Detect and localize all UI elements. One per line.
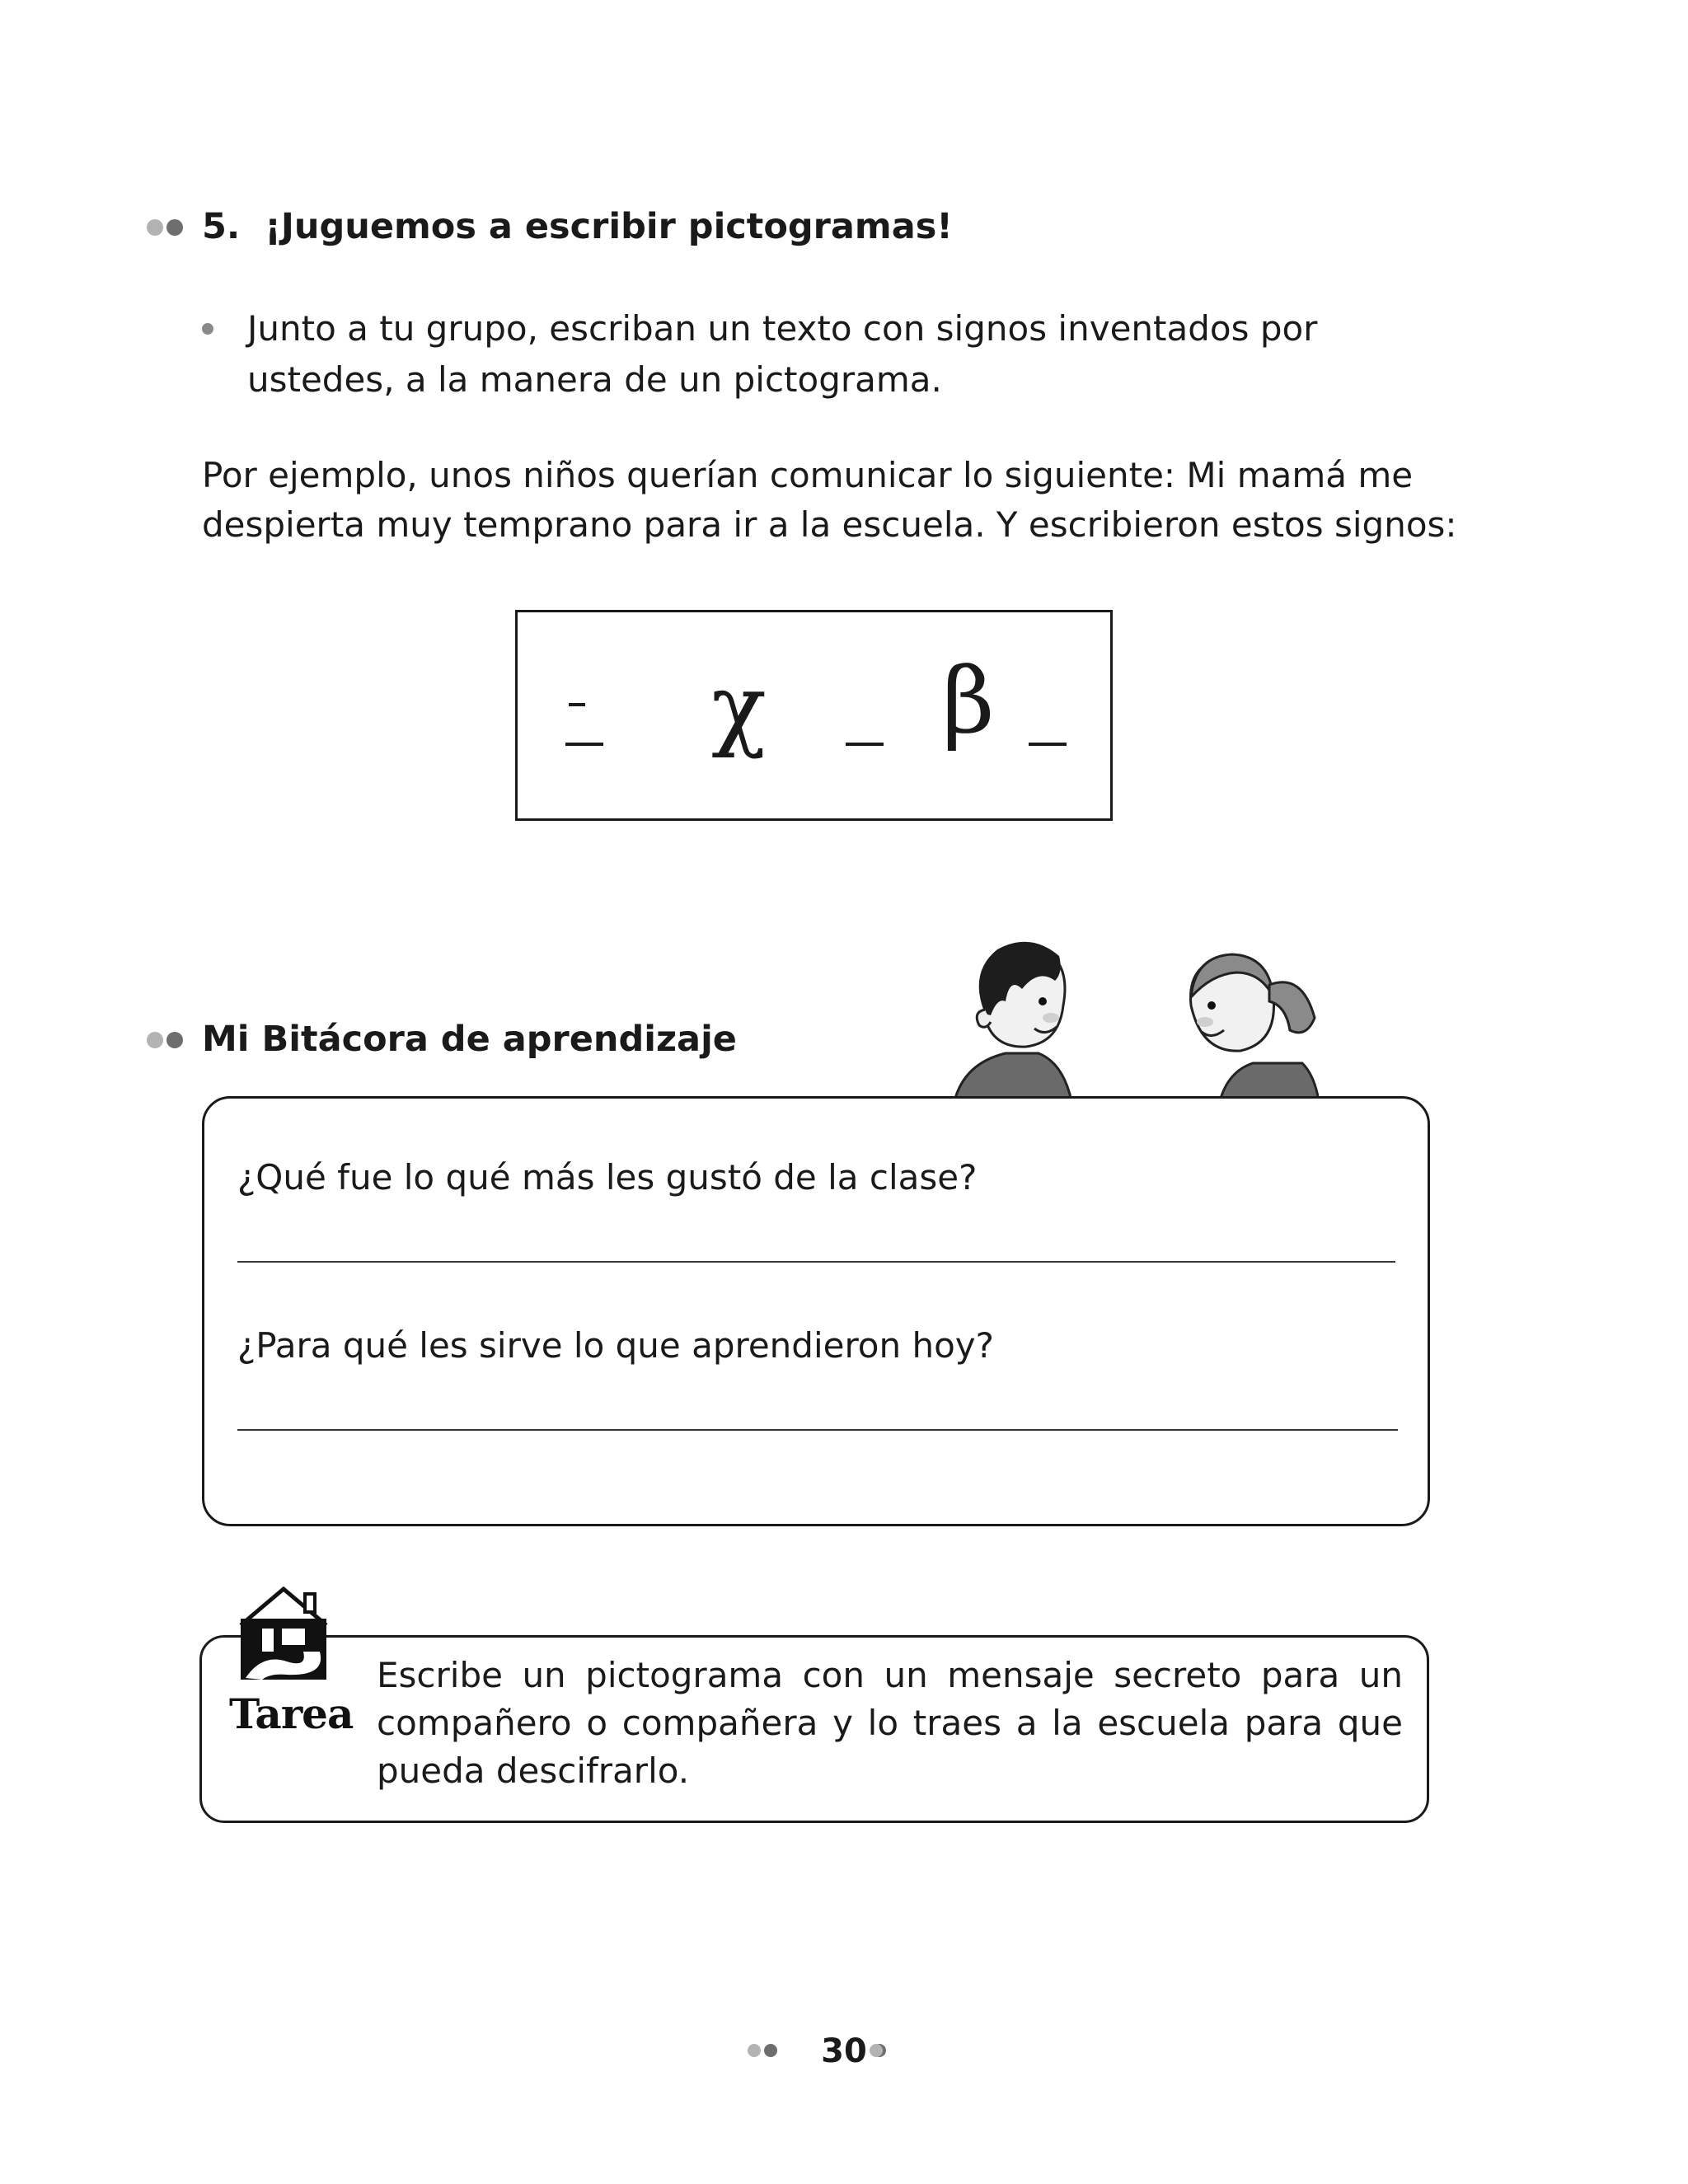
sign-beta: β <box>942 648 995 753</box>
section-bullet-dots <box>147 219 183 236</box>
page-number: 30 <box>821 2032 867 2070</box>
bitacora-bullet-dots <box>147 1032 183 1048</box>
dot-dark <box>166 219 183 236</box>
example-line-1: Por ejemplo, unos niños querían comunicar lo siguiente: Mi mamá me <box>202 455 1414 495</box>
dot-dark <box>166 1032 183 1048</box>
question-2: ¿Para qué les sirve lo que aprendieron hoy? <box>237 1325 994 1366</box>
instruction-bullet: Junto a tu grupo, escriban un texto con signos inventados por ustedes, a la manera de un pictograma. <box>247 308 1318 400</box>
question-1: ¿Qué fue lo qué más les gustó de la clase? <box>237 1157 978 1197</box>
children-illustration <box>940 940 1319 1101</box>
sign-chi: χ <box>711 654 767 760</box>
boy-figure <box>954 942 1071 1101</box>
homework-house-icon <box>237 1586 330 1681</box>
answer-line-1[interactable] <box>237 1261 1395 1263</box>
dot-light <box>870 2044 883 2057</box>
dot-light <box>147 219 163 236</box>
section-number: 5. <box>202 206 241 247</box>
tarea-label: Tarea <box>229 1690 354 1738</box>
signs-lines <box>518 612 1110 818</box>
answer-line-2[interactable] <box>237 1429 1398 1431</box>
bitacora-heading: Mi Bitácora de aprendizaje <box>202 1019 737 1060</box>
dot-light <box>147 1032 163 1048</box>
tarea-text: Escribe un pictograma con un mensaje secreto para un compañero o compañera y lo traes a la escuela para que pueda descifrarlo. <box>377 1655 1403 1791</box>
pictogram-signs-box <box>515 610 1113 821</box>
bullet-dot <box>202 323 213 335</box>
example-line-2: despierta muy temprano para ir a la escuela. Y escribieron estos signos: <box>202 504 1457 545</box>
section-5-heading <box>202 206 953 247</box>
section-title: ¡Juguemos a escribir pictogramas! <box>265 206 953 247</box>
page-dots-right <box>853 2044 889 2060</box>
girl-figure <box>1191 954 1320 1101</box>
